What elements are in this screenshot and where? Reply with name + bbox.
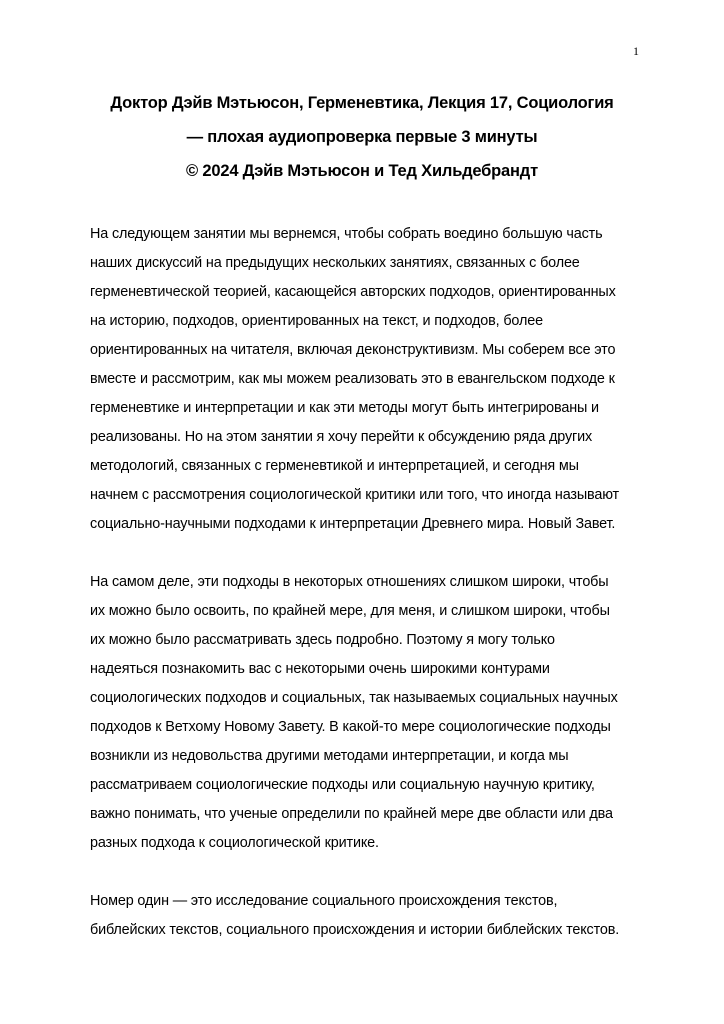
text-line: возникли из недовольства другими методами интерпретации, и когда мы <box>90 748 569 764</box>
text-line: на историю, подходов, ориентированных на текст, и подходов, более <box>90 313 543 329</box>
text-line: методологий, связанных с герменевтикой и интерпретацией, и сегодня мы <box>90 458 579 474</box>
text-line: важно понимать, что ученые определили по крайней мере две области или два <box>90 806 613 822</box>
text-line: ориентированных на читателя, включая деконструктивизм. Мы соберем все это <box>90 342 616 358</box>
paragraph-2 <box>90 568 662 858</box>
text-line: герменевтике и интерпретации и как эти методы могут быть интегрированы и <box>90 400 599 416</box>
text-line: Номер один — это исследование социального происхождения текстов, <box>90 893 558 909</box>
text-line: надеяться познакомить вас с некоторыми очень широкими контурами <box>90 661 550 677</box>
document-body <box>90 220 662 974</box>
text-line: начнем с рассмотрения социологической критики или того, что иногда называют <box>90 487 619 503</box>
title-line: © 2024 Дэйв Мэтьюсон и Тед Хильдебрандт <box>186 162 538 180</box>
text-line: герменевтической теорией, касающейся авторских подходов, ориентированных <box>90 284 616 300</box>
text-line: библейских текстов, социального происхождения и истории библейских текстов. <box>90 922 620 938</box>
text-line: их можно было освоить, по крайней мере, для меня, и слишком широки, чтобы <box>90 603 610 619</box>
paragraph-1 <box>90 220 662 539</box>
text-line: социально-научными подходами к интерпретации Древнего мира. Новый Завет. <box>90 516 616 532</box>
text-line: наших дискуссий на предыдущих нескольких занятиях, связанных с более <box>90 255 580 271</box>
text-line: На самом деле, эти подходы в некоторых отношениях слишком широки, чтобы <box>90 574 609 590</box>
title-line: Доктор Дэйв Мэтьюсон, Герменевтика, Лекция 17, Социология <box>110 94 614 112</box>
text-line: разных подхода к социологической критике. <box>90 835 379 851</box>
text-line: вместе и рассмотрим, как мы можем реализовать это в евангельском подходе к <box>90 371 615 387</box>
paragraph-3 <box>90 887 662 945</box>
text-line: подходов к Ветхому Новому Завету. В какой-то мере социологические подходы <box>90 719 611 735</box>
page-number: 1 <box>633 44 639 58</box>
text-line: их можно было рассматривать здесь подробно. Поэтому я могу только <box>90 632 555 648</box>
text-line: рассматриваем социологические подходы или социальную научную критику, <box>90 777 595 793</box>
title-line: — плохая аудиопроверка первые 3 минуты <box>186 128 538 146</box>
text-line: На следующем занятии мы вернемся, чтобы собрать воедино большую часть <box>90 226 603 242</box>
text-line: социологических подходов и социальных, так называемых социальных научных <box>90 690 618 706</box>
document-title <box>40 86 684 188</box>
text-line: реализованы. Но на этом занятии я хочу перейти к обсуждению ряда других <box>90 429 593 445</box>
